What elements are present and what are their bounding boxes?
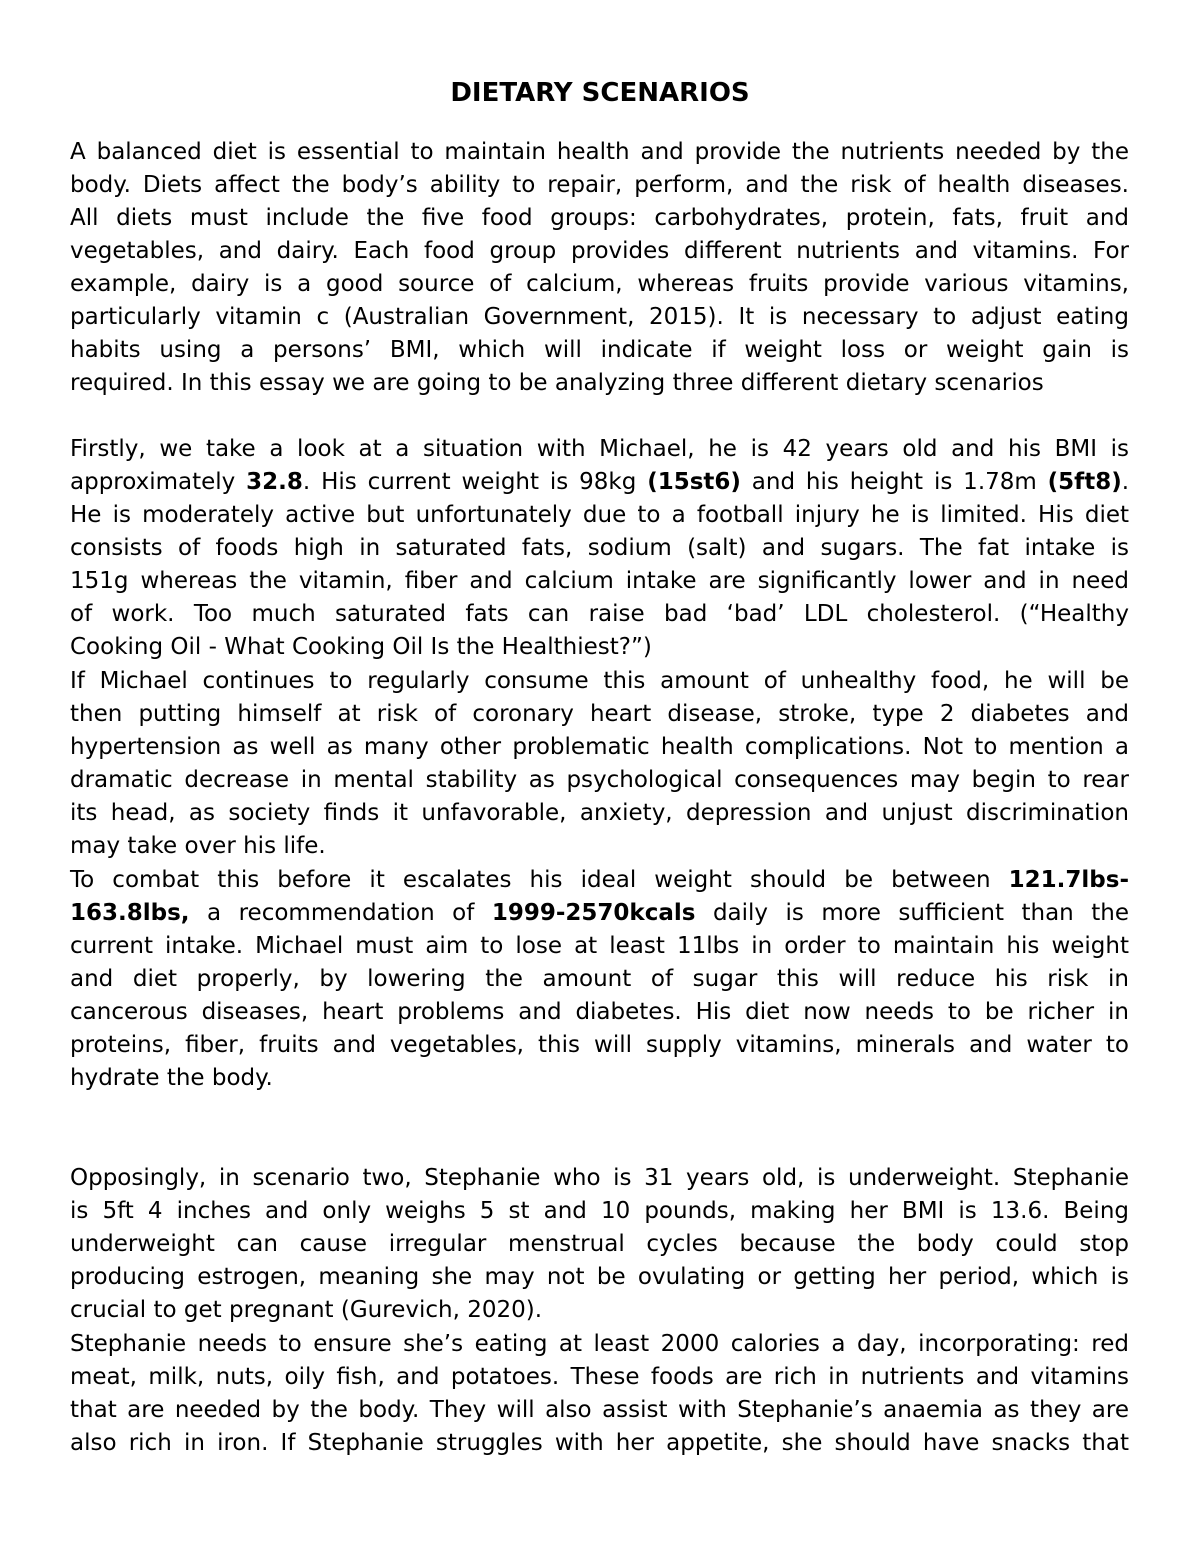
text-line: is 5ft 4 inches and only weighs 5 st and 10 pounds, making her BMI is 13.6. Being — [70, 1198, 1129, 1224]
text-line: underweight can cause irregular menstrual cycles because the body could stop — [70, 1231, 1129, 1257]
text-line: Cooking Oil - What Cooking Oil Is the Healthiest?”) — [70, 634, 652, 660]
text-line: that are needed by the body. They will also assist with Stephanie’s anaemia as they are — [70, 1397, 1129, 1423]
document-title: DIETARY SCENARIOS — [450, 78, 750, 108]
text-line: 151g whereas the vitamin, fiber and calcium intake are significantly lower and in need — [70, 568, 1129, 594]
text-line: and diet properly, by lowering the amount of sugar this will reduce his risk in — [70, 966, 1129, 992]
text-line: All diets must include the five food groups: carbohydrates, protein, fats, fruit and — [70, 205, 1129, 231]
text-line: To combat this before it escalates his ideal weight should be between 121.7lbs- — [70, 867, 1129, 893]
text-line: He is moderately active but unfortunately due to a football injury he is limited. His diet — [70, 502, 1129, 528]
text-line: vegetables, and dairy. Each food group provides different nutrients and vitamins. For — [70, 238, 1129, 264]
ideal-weight-start: 121.7lbs- — [1008, 867, 1129, 893]
text-line: approximately 32.8. His current weight is 98kg (15st6) and his height is 1.78m (5ft8). — [70, 469, 1130, 495]
text-line: current intake. Michael must aim to lose at least 11lbs in order to maintain his weight — [70, 933, 1129, 959]
text-line: A balanced diet is essential to maintain health and provide the nutrients needed by the — [70, 139, 1129, 165]
text-line: required. In this essay we are going to be analyzing three different dietary scenarios — [70, 370, 1044, 396]
text-line: may take over his life. — [70, 833, 326, 859]
text-line: dramatic decrease in mental stability as psychological consequences may begin to rear — [70, 767, 1129, 793]
text-line: hypertension as well as many other problematic health complications. Not to mention a — [70, 734, 1129, 760]
kcal-recommendation: 1999-2570kcals — [491, 900, 696, 926]
bmi-value: 32.8 — [246, 469, 303, 495]
text-line: Stephanie needs to ensure she’s eating at least 2000 calories a day, incorporating: red — [70, 1331, 1129, 1357]
weight-value: (15st6) — [647, 469, 741, 495]
text-line: If Michael continues to regularly consume this amount of unhealthy food, he will be — [70, 668, 1129, 694]
text-line: consists of foods high in saturated fats, sodium (salt) and sugars. The fat intake is — [70, 535, 1129, 561]
text-line: body. Diets affect the body’s ability to repair, perform, and the risk of health diseases. — [70, 172, 1129, 198]
text-line: Opposingly, in scenario two, Stephanie who is 31 years old, is underweight. Stephanie — [70, 1165, 1129, 1191]
text-line: 163.8lbs, a recommendation of 1999-2570kcals daily is more sufficient than the — [70, 900, 1129, 926]
text-line: Firstly, we take a look at a situation with Michael, he is 42 years old and his BMI is — [70, 436, 1129, 462]
text-line: example, dairy is a good source of calcium, whereas fruits provide various vitamins, — [70, 271, 1129, 297]
text-line: habits using a persons’ BMI, which will indicate if weight loss or weight gain is — [70, 337, 1129, 363]
text-line: proteins, fiber, fruits and vegetables, this will supply vitamins, minerals and water to — [70, 1032, 1129, 1058]
text-line: crucial to get pregnant (Gurevich, 2020). — [70, 1297, 543, 1323]
text-line: hydrate the body. — [70, 1065, 273, 1091]
text-line: its head, as society finds it unfavorable, anxiety, depression and unjust discrimination — [70, 800, 1129, 826]
text-line: also rich in iron. If Stephanie struggles with her appetite, she should have snacks that — [70, 1430, 1129, 1456]
ideal-weight-end: 163.8lbs, — [70, 900, 190, 926]
text-line: producing estrogen, meaning she may not be ovulating or getting her period, which is — [70, 1264, 1129, 1290]
text-line: cancerous diseases, heart problems and diabetes. His diet now needs to be richer in — [70, 999, 1129, 1025]
text-line: of work. Too much saturated fats can raise bad ‘bad’ LDL cholesterol. (“Healthy — [70, 601, 1129, 627]
text-line: particularly vitamin c (Australian Government, 2015). It is necessary to adjust eating — [70, 304, 1129, 330]
text-line: meat, milk, nuts, oily fish, and potatoes. These foods are rich in nutrients and vitamins — [70, 1364, 1129, 1390]
text-line: then putting himself at risk of coronary heart disease, stroke, type 2 diabetes and — [70, 701, 1129, 727]
height-value: (5ft8) — [1047, 469, 1122, 495]
